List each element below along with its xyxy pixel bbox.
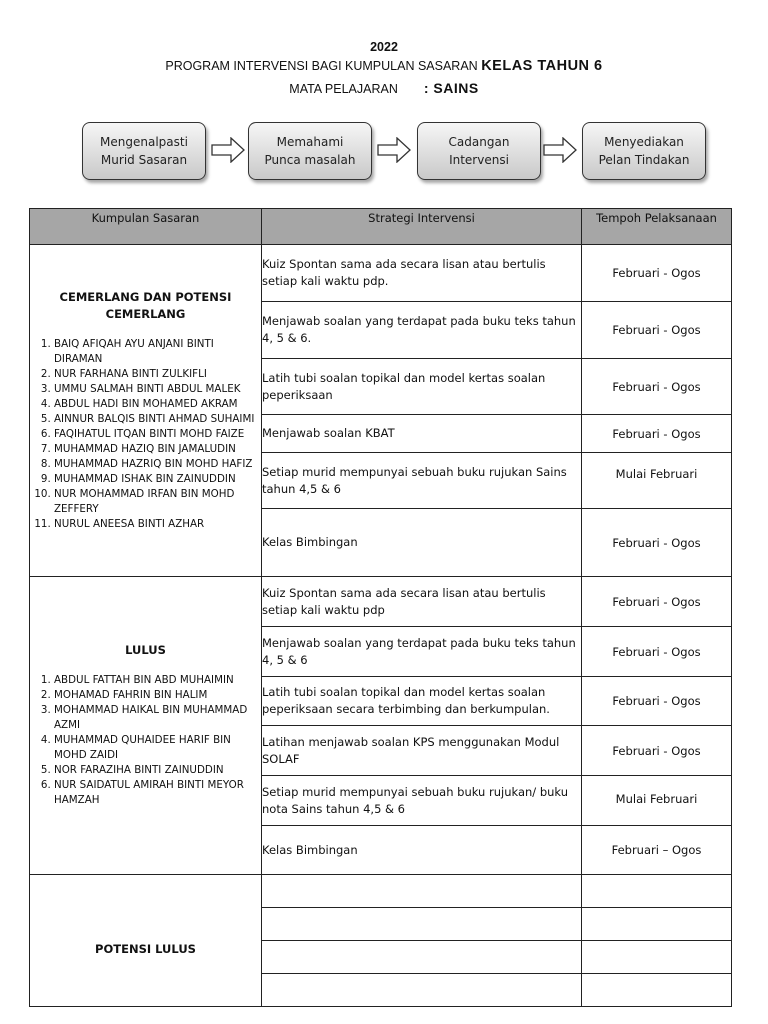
table-header-row	[30, 209, 732, 245]
student-name: 7. MUHAMMAD HAZIQ BIN JAMALUDIN	[54, 442, 261, 457]
strategy-cell: Kelas Bimbingan	[262, 509, 582, 577]
strategy-cell: Setiap murid mempunyai sebuah buku rujukan/ buku nota Sains tahun 4,5 & 6	[262, 776, 582, 826]
student-name: 1. BAIQ AFIQAH AYU ANJANI BINTI DIRAMAN	[54, 337, 261, 367]
flow-step-intervention-proposal	[417, 122, 541, 180]
table-row	[30, 245, 732, 302]
strategy-cell: Latih tubi soalan topikal dan model kertas soalan peperiksaan	[262, 359, 582, 415]
period-cell: Februari - Ogos	[582, 627, 732, 677]
period-cell	[582, 941, 732, 974]
subject-line	[0, 80, 768, 96]
student-name: 10. NUR MOHAMMAD IRFAN BIN MOHD ZEFFERY	[54, 487, 261, 517]
student-name: 2. MOHAMAD FAHRIN BIN HALIM	[54, 688, 261, 703]
period-cell: Februari – Ogos	[582, 826, 732, 875]
flow-arrow-icon	[211, 137, 245, 163]
program-title	[0, 58, 768, 74]
strategy-cell	[262, 941, 582, 974]
student-name: 6. NUR SAIDATUL AMIRAH BINTI MEYOR HAMZAH	[54, 778, 261, 808]
period-cell: Februari - Ogos	[582, 509, 732, 577]
student-list	[30, 673, 261, 808]
strategy-cell	[262, 875, 582, 908]
strategy-cell: Latih tubi soalan topikal dan model kertas soalan peperiksaan secara terbimbing dan berkumpulan.	[262, 677, 582, 726]
column-header-strategy: Strategi Intervensi	[262, 209, 582, 245]
student-name: 5. AINNUR BALQIS BINTI AHMAD SUHAIMI	[54, 412, 261, 427]
strategy-cell: Kelas Bimbingan	[262, 826, 582, 875]
period-cell: Februari - Ogos	[582, 245, 732, 302]
strategy-cell: Menjawab soalan KBAT	[262, 415, 582, 453]
student-name: 1. ABDUL FATTAH BIN ABD MUHAIMIN	[54, 673, 261, 688]
period-cell: Februari - Ogos	[582, 577, 732, 627]
period-cell	[582, 908, 732, 941]
intervention-table	[29, 208, 732, 1007]
period-cell: Februari - Ogos	[582, 302, 732, 359]
strategy-cell: Latihan menjawab soalan KPS menggunakan Modul SOLAF	[262, 726, 582, 776]
flow-step-label: Mengenalpasti Murid Sasaran	[100, 135, 188, 167]
flow-step-label: Cadangan Intervensi	[448, 135, 510, 167]
period-cell: Mulai Februari	[582, 776, 732, 826]
period-cell: Februari - Ogos	[582, 677, 732, 726]
program-class: KELAS TAHUN 6	[481, 58, 603, 74]
student-name: 2. NUR FARHANA BINTI ZULKIFLI	[54, 367, 261, 382]
student-name: 4. ABDUL HADI BIN MOHAMED AKRAM	[54, 397, 261, 412]
column-header-period: Tempoh Pelaksanaan	[582, 209, 732, 245]
table-row	[30, 875, 732, 908]
strategy-cell: Setiap murid mempunyai sebuah buku rujukan Sains tahun 4,5 & 6	[262, 453, 582, 509]
flow-arrow-icon	[377, 137, 411, 163]
column-header-target-group: Kumpulan Sasaran	[30, 209, 262, 245]
subject-label: MATA PELAJARAN	[289, 82, 398, 96]
student-name: 8. MUHAMMAD HAZRIQ BIN MOHD HAFIZ	[54, 457, 261, 472]
student-name: 5. NOR FARAZIHA BINTI ZAINUDDIN	[54, 763, 261, 778]
flow-step-identify-students	[82, 122, 206, 180]
group-cell-cemerlang	[30, 245, 262, 577]
flow-step-label: Menyediakan Pelan Tindakan	[598, 135, 690, 167]
table-row	[30, 577, 732, 627]
student-name: 3. UMMU SALMAH BINTI ABDUL MALEK	[54, 382, 261, 397]
flow-step-understand-cause	[248, 122, 372, 180]
student-list	[30, 337, 261, 532]
period-cell: Februari - Ogos	[582, 359, 732, 415]
student-name: 3. MOHAMMAD HAIKAL BIN MUHAMMAD AZMI	[54, 703, 261, 733]
strategy-cell: Menjawab soalan yang terdapat pada buku teks tahun 4, 5 & 6.	[262, 302, 582, 359]
student-name: 4. MUHAMMAD QUHAIDEE HARIF BIN MOHD ZAIDI	[54, 733, 261, 763]
strategy-cell: Kuiz Spontan sama ada secara lisan atau bertulis setiap kali waktu pdp.	[262, 245, 582, 302]
student-name: 9. MUHAMMAD ISHAK BIN ZAINUDDIN	[54, 472, 261, 487]
period-cell: Februari - Ogos	[582, 726, 732, 776]
period-cell: Februari - Ogos	[582, 415, 732, 453]
flow-arrow-icon	[543, 137, 577, 163]
period-cell: Mulai Februari	[582, 453, 732, 509]
group-cell-lulus	[30, 577, 262, 875]
student-name: 11. NURUL ANEESA BINTI AZHAR	[54, 517, 261, 532]
strategy-cell	[262, 974, 582, 1007]
strategy-cell	[262, 908, 582, 941]
student-name: 6. FAQIHATUL ITQAN BINTI MOHD FAIZE	[54, 427, 261, 442]
program-title-prefix: PROGRAM INTERVENSI BAGI KUMPULAN SASARAN	[165, 59, 478, 73]
group-title: CEMERLANG DAN POTENSI CEMERLANG	[59, 290, 232, 321]
period-cell	[582, 974, 732, 1007]
group-cell-potensi-lulus	[30, 875, 262, 1007]
subject-value: : SAINS	[423, 80, 479, 96]
group-title: POTENSI LULUS	[95, 941, 196, 956]
document-year: 2022	[370, 40, 398, 54]
strategy-cell: Menjawab soalan yang terdapat pada buku teks tahun 4, 5 & 6	[262, 627, 582, 677]
period-cell	[582, 875, 732, 908]
flow-step-label: Memahami Punca masalah	[264, 135, 356, 167]
strategy-cell: Kuiz Spontan sama ada secara lisan atau bertulis setiap kali waktu pdp	[262, 577, 582, 627]
group-title: LULUS	[125, 643, 166, 657]
flow-step-action-plan	[582, 122, 706, 180]
